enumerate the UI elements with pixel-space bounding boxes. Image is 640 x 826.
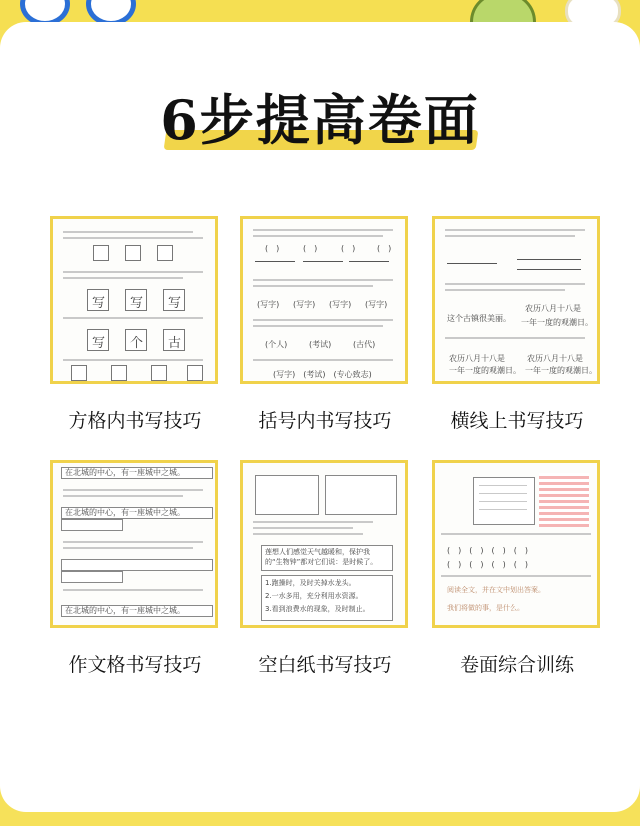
sample-line: 在北城的中心，有一座城中之城。 xyxy=(65,508,185,517)
item-caption: 横线上书写技巧 xyxy=(450,410,584,432)
sample-word: (写字) xyxy=(293,300,316,309)
sample-word: (写字) xyxy=(365,300,388,309)
item-caption: 空白纸书写技巧 xyxy=(258,654,392,676)
sample-line: 在北城的中心，有一座城中之城。 xyxy=(65,606,185,615)
sample-line: 农历八月十八是 xyxy=(527,354,583,363)
sample-char: 个 xyxy=(130,336,144,351)
sample-char: 古 xyxy=(168,336,182,351)
sample-char: 写 xyxy=(92,296,106,311)
sample-word: (写字) xyxy=(257,300,280,309)
worksheet-thumbnail xyxy=(50,216,218,384)
sample-line: 3.看到浪费水的现象，及时制止。 xyxy=(265,605,370,613)
sample-line: 农历八月十八是 xyxy=(525,304,581,313)
sample-line: 这个古镇很美丽。 xyxy=(447,314,511,323)
item-caption: 卷面综合训练 xyxy=(459,654,574,676)
sample-char: 写 xyxy=(92,336,106,351)
sample-line: 一年一度的观潮日。 xyxy=(525,366,597,375)
worksheet-thumbnail xyxy=(240,460,408,628)
sample-char: 写 xyxy=(168,296,182,311)
sample-word: (写字) xyxy=(329,300,352,309)
worksheet-thumbnail: ( ) ( ) ( ) ( ) ( ) ( ) ( ) ( ) 阅读全文，并在文中划出答案。 我们将做的事，是什么。 xyxy=(432,460,600,628)
sample-line: 莲想人们感觉天气越暖和，保护我 xyxy=(265,548,370,556)
worksheet-thumbnail: ( ) ( ) ( ) ( ) (写字) (写字) (写字) (写字) (个人) (考试) (古代) (写字) (考试) (专心致志) xyxy=(240,216,408,384)
worksheet-thumbnail xyxy=(432,216,600,384)
sample-line: 1.跑操时，及时关掉水龙头。 xyxy=(265,579,356,587)
sample-word: (古代) xyxy=(353,340,376,349)
sample-line: 我们将做的事，是什么。 xyxy=(447,604,524,612)
sample-char: 写 xyxy=(130,296,144,311)
sample-line: 阅读全文，并在文中划出答案。 xyxy=(447,586,545,594)
sample-line: 农历八月十八是 xyxy=(449,354,505,363)
sample-line: 在北城的中心，有一座城中之城。 xyxy=(65,468,185,477)
sample-word: (考试) xyxy=(309,340,332,349)
sample-line: 一年一度的观潮日。 xyxy=(521,318,593,327)
worksheet-thumbnail xyxy=(50,460,218,628)
sample-word: (个人) xyxy=(265,340,288,349)
item-caption: 括号内书写技巧 xyxy=(258,410,392,432)
sample-line: 一年一度的观潮日。 xyxy=(449,366,521,375)
sample-line: 的“生物钟”都对它们说：是时候了。 xyxy=(265,558,378,566)
page-title: 6步提高卷面 xyxy=(160,88,480,152)
item-caption: 作文格书写技巧 xyxy=(68,654,202,676)
sample-line: 2.一水多用，充分利用水资源。 xyxy=(265,592,363,600)
item-caption: 方格内书写技巧 xyxy=(68,410,202,432)
